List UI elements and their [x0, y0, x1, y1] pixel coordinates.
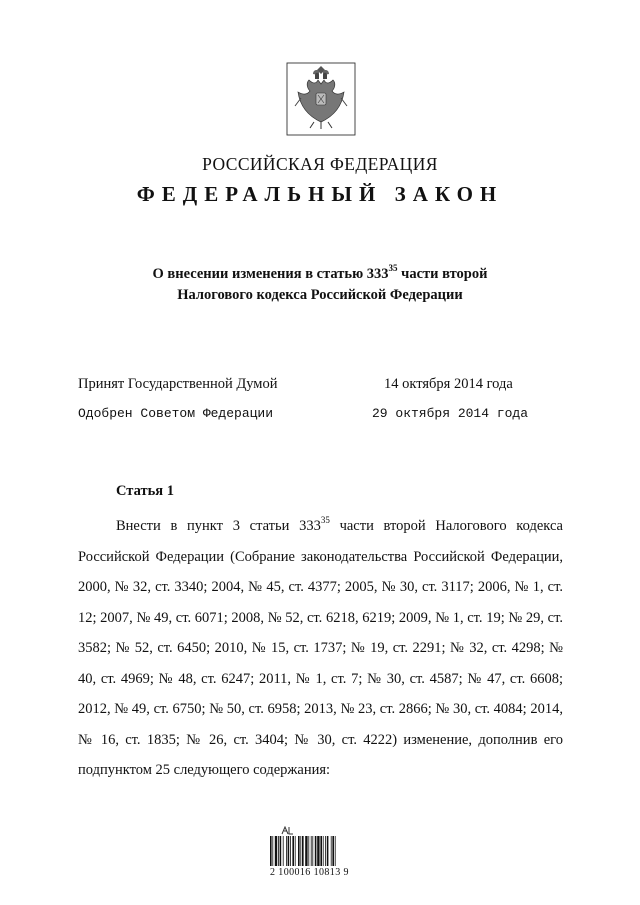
duma-adoption-label: Принят Государственной Думой	[78, 376, 278, 392]
law-title-line2: Налогового кодекса Российской Федерации	[177, 287, 463, 303]
barcode-icon	[270, 836, 362, 866]
article-paragraph	[78, 511, 563, 786]
council-approval-label: Одобрен Советом Федерации	[78, 406, 274, 421]
law-title-article-superscript: 35	[388, 263, 398, 274]
country-name: РОССИЙСКАЯ ФЕДЕРАЦИЯ	[202, 154, 438, 174]
law-title-line1-end: части второй	[397, 266, 488, 282]
law-title	[0, 264, 640, 306]
council-approval-date: 29 октября 2014 года	[372, 406, 529, 421]
article-superscript: 35	[320, 515, 330, 526]
law-type-heading: ФЕДЕРАЛЬНЫЙ ЗАКОН	[136, 182, 504, 206]
coat-of-arms-icon	[286, 62, 356, 136]
duma-adoption-date: 14 октября 2014 года	[384, 376, 513, 392]
law-title-line1-start: О внесении изменения в статью 333	[152, 266, 389, 282]
article-text-rest: части второй Налогового кодекса Российской Федерации (Собрание законодательства Российской Федерации, 2000, № 32, ст. 3340; 2004, № 45, ст. 4377; 2005, № 30, ст. 3117; 2006, № 1, ст. 12; 2007, № 49, ст. 6071; 2008, № 52, ст. 6218, 6219; 2009, № 1, ст. 19; № 29, ст. 3582; № 52, ст. 6450; 2010, № 15, ст. 1737; № 19, ст. 2291; № 32, ст. 4298; № 40, ст. 4969; № 48, ст. 6247; 2011, № 1, ст. 7; № 30, ст. 4587; № 47, ст. 6608; 2012, № 49, ст. 6750; № 50, ст. 6958; 2013, № 23, ст. 2866; № 30, ст. 4084; 2014, № 16, ст. 1835; № 26, ст. 3404; № 30, ст. 4222) изменение, дополнив его подпунктом 25 следующего содержания:	[78, 518, 563, 778]
article-body	[78, 511, 563, 786]
article-heading: Статья 1	[116, 483, 174, 499]
barcode-number: 2 100016 10813 9	[270, 867, 349, 878]
article-text-start: Внести в пункт 3 статьи 333	[116, 518, 321, 534]
